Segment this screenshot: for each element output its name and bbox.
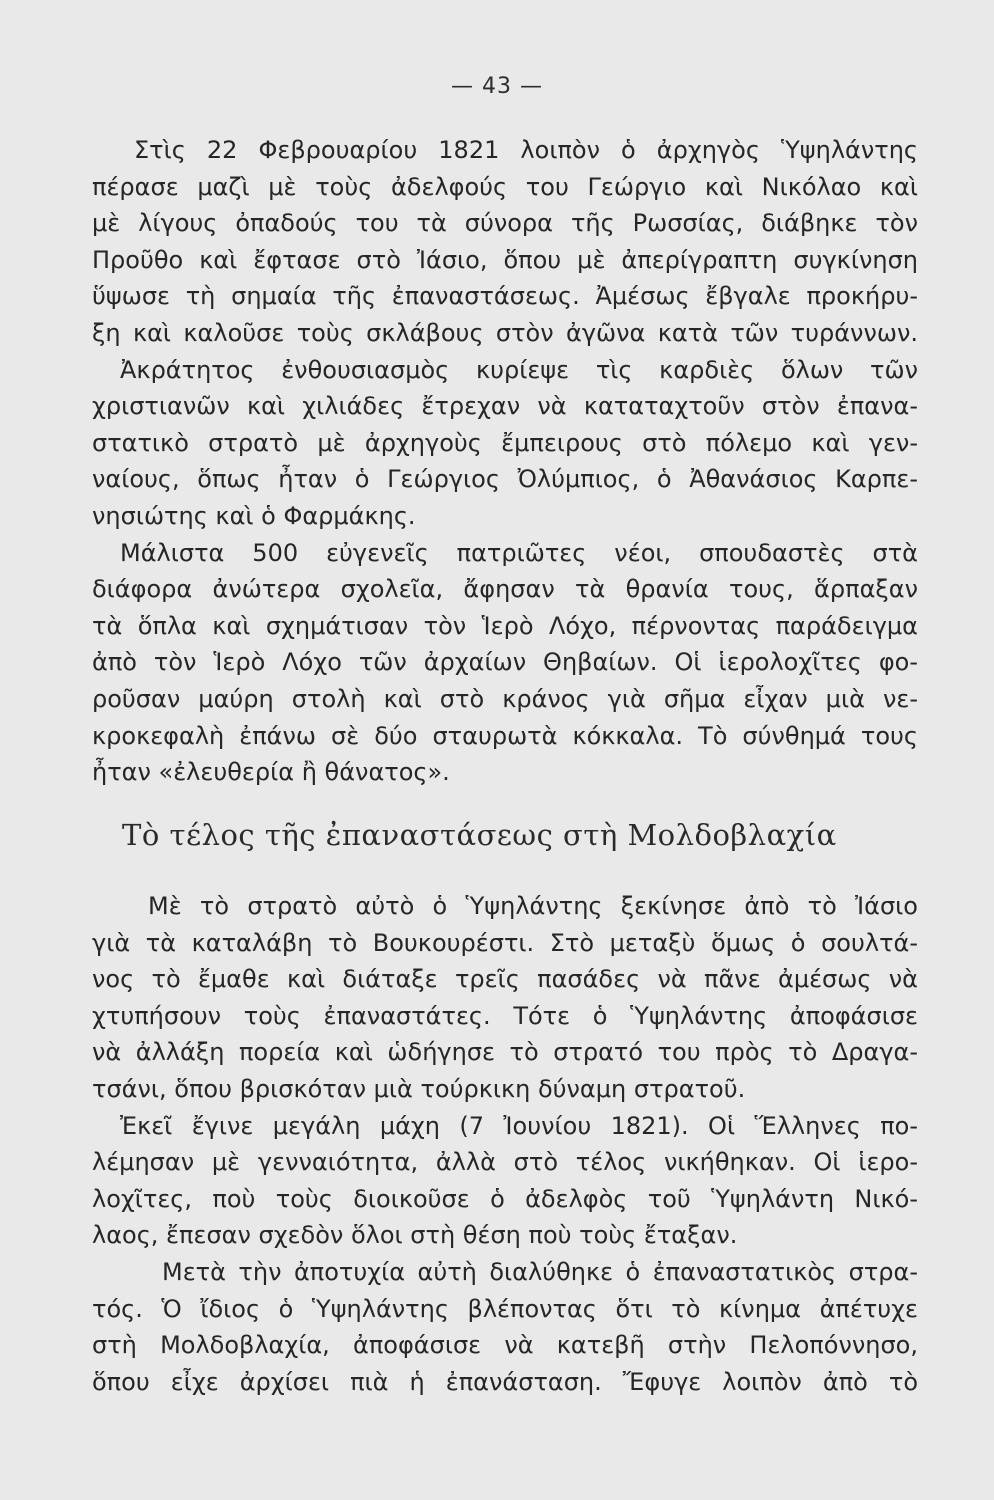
text-line: ἦταν «ἐλευθερία ἢ θάνατος». — [92, 758, 450, 787]
text-line: Προῦθο καὶ ἔφτασε στὸ Ἰάσιο, ὅπου μὲ ἀπερίγραπτη συγκίνηση — [92, 245, 918, 274]
text-line: Ἐκεῖ ἔγινε μεγάλη μάχη (7 Ἰουνίου 1821). Οἱ Ἕλληνες πο- — [120, 1111, 918, 1140]
text-line: ξη καὶ καλοῦσε τοὺς σκλάβους στὸν ἀγῶνα κατὰ τῶν τυράννων. — [92, 318, 918, 347]
text-line: τός. Ὁ ἴδιος ὁ Ὑψηλάντης βλέποντας ὅτι τὸ κίνημα ἀπέτυχε — [92, 1294, 918, 1323]
section-heading: Τὸ τέλος τῆς ἐπαναστάσεως στὴ Μολδοβλαχία — [122, 818, 837, 852]
text-line: Μάλιστα 500 εὐγενεῖς πατριῶτες νέοι, σπουδαστὲς στὰ — [120, 538, 918, 567]
text-line: πέρασε μαζὶ μὲ τοὺς ἀδελφούς του Γεώργιο καὶ Νικόλαο καὶ — [92, 172, 918, 201]
text-line: τσάνι, ὅπου βρισκόταν μιὰ τούρκικη δύναμη στρατοῦ. — [92, 1074, 746, 1103]
text-line: χτυπήσουν τοὺς ἐπαναστάτες. Τότε ὁ Ὑψηλάντης ἀποφάσισε — [92, 1001, 918, 1030]
text-line: ναίους, ὅπως ἦταν ὁ Γεώργιος Ὀλύμπιος, ὁ Ἀθανάσιος Καρπε- — [92, 465, 918, 494]
text-line: στὴ Μολδοβλαχία, ἀποφάσισε νὰ κατεβῆ στὴν Πελοπόννησο, — [92, 1331, 918, 1360]
text-line: μὲ λίγους ὀπαδούς του τὰ σύνορα τῆς Ρωσσίας, διάβηκε τὸν — [92, 209, 918, 238]
page-number: — 43 — — [451, 74, 543, 99]
text-line: γιὰ τὰ καταλάβη τὸ Βουκουρέστι. Στὸ μεταξὺ ὅμως ὁ σουλτά- — [92, 928, 918, 957]
text-line: λοχῖτες, ποὺ τοὺς διοικοῦσε ὁ ἀδελφὸς τοῦ Ὑψηλάντη Νικό- — [92, 1184, 918, 1213]
text-line: ὕψωσε τὴ σημαία τῆς ἐπαναστάσεως. Ἀμέσως ἔβγαλε προκήρυ- — [92, 282, 918, 311]
text-line: διάφορα ἀνώτερα σχολεῖα, ἄφησαν τὰ θρανία τους, ἅρπαξαν — [92, 575, 918, 604]
text-line: χριστιανῶν καὶ χιλιάδες ἔτρεχαν νὰ καταταχτοῦν στὸν ἐπανα- — [92, 392, 918, 421]
text-line: κροκεφαλὴ ἐπάνω σὲ δύο σταυρωτὰ κόκκαλα. Τὸ σύνθημά τους — [92, 721, 918, 750]
text-line: νὰ ἀλλάξη πορεία καὶ ὡδήγησε τὸ στρατό του πρὸς τὸ Δραγα- — [92, 1038, 918, 1067]
text-line: λαος, ἔπεσαν σχεδὸν ὅλοι στὴ θέση ποὺ τοὺς ἔταξαν. — [92, 1221, 738, 1250]
text-line: ὅπου εἶχε ἀρχίσει πιὰ ἡ ἐπανάσταση. Ἔφυγε λοιπὸν ἀπὸ τὸ — [92, 1367, 918, 1396]
text-line: Ἀκράτητος ἐνθουσιασμὸς κυρίεψε τὶς καρδιὲς ὅλων τῶν — [120, 355, 918, 384]
text-line: λέμησαν μὲ γενναιότητα, ἀλλὰ στὸ τέλος νικήθηκαν. Οἱ ἱερο- — [92, 1148, 918, 1177]
text-line: στατικὸ στρατὸ μὲ ἀρχηγοὺς ἔμπειρους στὸ πόλεμο καὶ γεν- — [92, 428, 918, 457]
text-line: νος τὸ ἔμαθε καὶ διάταξε τρεῖς πασάδες νὰ πᾶνε ἀμέσως νὰ — [92, 965, 918, 994]
body-text-section-2 — [92, 888, 918, 1400]
text-line: ροῦσαν μαύρη στολὴ καὶ στὸ κράνος γιὰ σῆμα εἶχαν μιὰ νε- — [92, 684, 918, 713]
text-line: Μὲ τὸ στρατὸ αὐτὸ ὁ Ὑψηλάντης ξεκίνησε ἀπὸ τὸ Ἰάσιο — [148, 892, 918, 920]
text-line: ἀπὸ τὸν Ἱερὸ Λόχο τῶν ἀρχαίων Θηβαίων. Οἱ ἱερολοχῖτες φο- — [92, 648, 918, 677]
text-line: Στὶς 22 Φεβρουαρίου 1821 λοιπὸν ὁ ἀρχηγὸς Ὑψηλάντης — [134, 136, 918, 164]
body-text-section-1 — [92, 132, 918, 791]
text-line: νησιώτης καὶ ὁ Φαρμάκης. — [92, 501, 416, 530]
text-line: τὰ ὅπλα καὶ σχημάτισαν τὸν Ἱερὸ Λόχο, πέρνοντας παράδειγμα — [92, 611, 918, 640]
text-line: Μετὰ τὴν ἀποτυχία αὐτὴ διαλύθηκε ὁ ἐπαναστατικὸς στρα- — [162, 1257, 918, 1286]
